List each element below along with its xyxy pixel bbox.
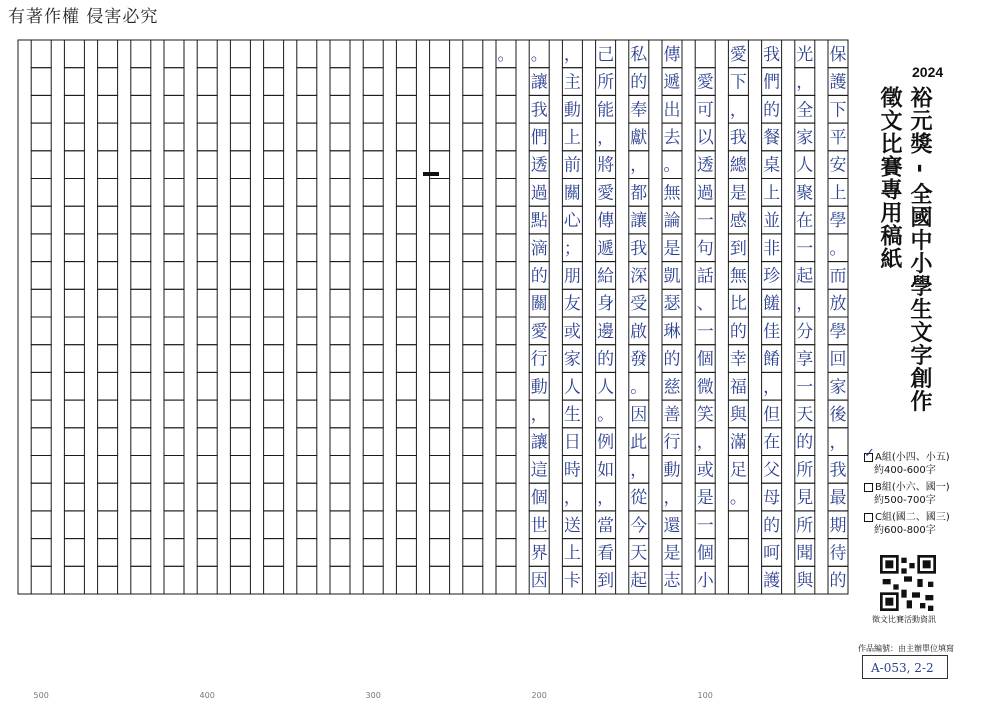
handwritten-char: ，	[597, 488, 615, 509]
handwritten-char: 珍	[763, 266, 781, 287]
handwritten-char: 安	[829, 155, 847, 176]
handwritten-char: 一	[696, 515, 714, 536]
handwritten-char: 們	[763, 72, 781, 93]
ruler-label: 400	[199, 691, 215, 700]
handwritten-char: 志	[663, 571, 681, 592]
handwritten-char: 天	[796, 404, 814, 425]
handwritten-char: 天	[630, 543, 648, 564]
handwritten-char: 瑟	[663, 294, 681, 315]
qr-caption: 徵文比賽活動資訊	[872, 615, 936, 624]
handwritten-char: 今	[630, 515, 648, 536]
handwritten-char: 動	[563, 100, 581, 121]
handwritten-char: 的	[829, 571, 847, 592]
handwritten-char: 受	[630, 294, 648, 315]
handwritten-char: 個	[530, 488, 548, 509]
handwritten-char: 話	[696, 266, 714, 287]
handwritten-char: 足	[729, 460, 747, 481]
handwritten-char: 己	[597, 44, 615, 65]
handwritten-char: 我	[729, 127, 747, 148]
handwritten-char: 透	[530, 155, 548, 176]
handwritten-char: 身	[597, 294, 615, 315]
handwritten-char: ，	[796, 72, 814, 93]
handwritten-char: 所	[597, 72, 615, 93]
group-a-range: 約400-600字	[874, 465, 936, 476]
fold-mark	[423, 172, 439, 176]
handwritten-char: 微	[696, 377, 714, 398]
handwritten-char: 例	[597, 432, 615, 453]
handwritten-char: 過	[696, 183, 714, 204]
handwritten-char: 到	[597, 571, 615, 592]
handwritten-char: 傳	[597, 211, 615, 231]
handwritten-char: 。	[729, 488, 747, 509]
serial-label: 作品編號：由主辦單位填寫	[858, 644, 954, 653]
handwritten-char: 笑	[696, 404, 714, 425]
handwritten-char: 人	[563, 377, 581, 398]
handwritten-char: 無	[729, 266, 747, 287]
handwritten-char: ，	[763, 377, 781, 398]
handwritten-char: 奉	[630, 100, 648, 121]
handwritten-char: 的	[630, 72, 648, 93]
contest-title: 裕元獎 - 全國中小學生文字創作	[907, 86, 932, 413]
handwritten-char: 看	[597, 543, 615, 564]
handwritten-char: ，	[630, 155, 648, 176]
handwritten-char: 愛	[729, 44, 747, 65]
handwritten-char: 回	[829, 349, 847, 370]
handwritten-char: 所	[796, 515, 814, 536]
handwritten-char: 非	[763, 238, 781, 259]
handwritten-char: 並	[763, 211, 781, 231]
handwritten-char: 還	[663, 515, 681, 536]
handwritten-char: 平	[829, 127, 847, 148]
handwritten-char: 世	[530, 515, 548, 536]
handwritten-char: 讓	[630, 211, 648, 231]
handwritten-char: 論	[663, 211, 681, 231]
handwritten-char: 這	[530, 460, 548, 481]
handwritten-char: 遞	[597, 238, 615, 259]
group-b-label: B組(小六、國一)	[875, 482, 950, 493]
qr-code-icon[interactable]	[880, 555, 936, 611]
handwritten-char: ，	[597, 127, 615, 148]
handwritten-char: 慈	[663, 377, 681, 398]
handwritten-char: 都	[630, 183, 648, 204]
contest-year: 2024	[912, 64, 944, 80]
handwritten-char: 餚	[763, 349, 781, 370]
handwritten-char: 出	[663, 100, 681, 121]
handwritten-char: 與	[796, 571, 814, 592]
handwritten-char: 的	[729, 321, 747, 342]
handwritten-char: 但	[763, 404, 781, 425]
handwritten-char: ，	[563, 488, 581, 509]
handwritten-char: 動	[663, 460, 681, 481]
handwritten-char: 以	[696, 127, 714, 148]
handwritten-char: 在	[796, 211, 814, 231]
handwritten-char: 上	[829, 183, 847, 204]
handwritten-char: 心	[563, 211, 581, 231]
handwritten-char: 的	[763, 515, 781, 536]
handwritten-char: 善	[663, 404, 681, 425]
handwritten-char: 一	[696, 211, 714, 231]
ruler-label: 100	[697, 691, 713, 700]
group-c-range: 約600-800字	[874, 525, 936, 536]
handwritten-char: 所	[796, 460, 814, 481]
group-c-checkbox[interactable]	[864, 513, 873, 522]
group-checkboxes	[864, 451, 950, 541]
handwritten-char: 是	[696, 488, 714, 509]
handwritten-char: 動	[530, 377, 548, 398]
handwritten-char: 無	[663, 183, 681, 204]
handwritten-char: 餐	[763, 127, 781, 148]
handwritten-char: 上	[563, 543, 581, 564]
handwritten-char: 獻	[630, 127, 648, 148]
handwritten-char: 發	[630, 349, 648, 370]
handwritten-char: 。	[829, 238, 847, 259]
handwritten-char: 們	[530, 127, 548, 148]
handwritten-char: 起	[796, 266, 814, 287]
handwritten-char: 我	[530, 100, 548, 121]
handwritten-char: 母	[763, 488, 781, 509]
handwritten-char: 當	[597, 515, 615, 536]
handwritten-char: 琳	[663, 321, 681, 342]
handwritten-char: 的	[597, 349, 615, 370]
handwritten-char: 去	[663, 127, 681, 148]
handwritten-char: 佳	[763, 321, 781, 342]
handwritten-char: 啟	[630, 321, 648, 342]
handwritten-char: 而	[829, 266, 847, 287]
handwritten-char: 一	[796, 377, 814, 398]
handwritten-char: 學	[829, 321, 847, 342]
handwritten-char: 到	[729, 238, 747, 259]
handwritten-char: 家	[829, 377, 847, 398]
handwritten-char: 愛	[597, 183, 615, 204]
handwritten-char: 是	[729, 183, 747, 204]
handwritten-char: 在	[763, 432, 781, 453]
handwritten-char: 句	[696, 238, 714, 259]
handwritten-char: 見	[796, 488, 814, 509]
handwritten-char: 。	[497, 44, 515, 65]
handwritten-char: 邊	[597, 321, 615, 342]
handwritten-char: 的	[796, 432, 814, 453]
handwritten-char: 桌	[763, 155, 781, 176]
handwritten-char: 最	[829, 488, 847, 509]
handwritten-char: 感	[729, 211, 747, 231]
handwritten-char: 聞	[796, 543, 814, 564]
handwritten-char: 家	[796, 127, 814, 148]
handwritten-char: ，	[630, 460, 648, 481]
handwritten-char: 。	[530, 44, 548, 65]
handwritten-char: 生	[563, 404, 581, 425]
handwritten-char: 期	[829, 515, 847, 536]
handwritten-char: 護	[829, 72, 847, 93]
handwritten-char: 我	[630, 238, 648, 259]
handwritten-char: 因	[530, 571, 548, 592]
handwritten-char: ；	[563, 238, 581, 259]
handwritten-char: 下	[829, 100, 847, 121]
handwritten-char: 凱	[663, 266, 681, 287]
handwritten-char: 人	[597, 377, 615, 398]
handwritten-char: 的	[763, 100, 781, 121]
handwritten-char: 行	[530, 349, 548, 370]
handwritten-char: 呵	[763, 543, 781, 564]
handwritten-char: 保	[829, 44, 847, 65]
handwritten-char: 深	[630, 266, 648, 287]
group-b[interactable]	[864, 481, 950, 507]
handwritten-char: 上	[563, 127, 581, 148]
handwritten-char: 主	[563, 72, 581, 93]
group-a[interactable]	[864, 451, 950, 477]
handwritten-char: 讓	[530, 432, 548, 453]
handwritten-char: 前	[563, 155, 581, 176]
handwritten-char: 家	[563, 349, 581, 370]
handwritten-char: ，	[563, 44, 581, 65]
handwritten-char: ，	[696, 432, 714, 453]
handwritten-char: 放	[829, 294, 847, 315]
character-count-ruler	[34, 691, 713, 700]
handwritten-char: 一	[696, 321, 714, 342]
handwritten-char: 。	[663, 155, 681, 176]
handwritten-char: 點	[530, 211, 548, 231]
handwritten-char: 滿	[729, 432, 747, 453]
paper-title: 徵文比賽專用稿紙	[877, 86, 902, 270]
handwritten-char: 關	[563, 183, 581, 204]
group-a-checkbox[interactable]	[864, 453, 873, 462]
handwritten-char: 比	[729, 294, 747, 315]
handwritten-char: ，	[530, 404, 548, 425]
handwritten-char: 小	[696, 571, 714, 592]
ruler-label: 500	[33, 691, 49, 700]
group-b-checkbox[interactable]	[864, 483, 873, 492]
handwritten-char: 是	[663, 238, 681, 259]
group-b-range: 約500-700字	[874, 495, 936, 506]
handwritten-char: 饈	[763, 294, 781, 315]
handwritten-char: 聚	[796, 183, 814, 204]
handwritten-char: 起	[630, 571, 648, 592]
handwritten-char: 或	[563, 321, 581, 342]
handwritten-char: 待	[829, 543, 847, 564]
group-a-label: A組(小四、小五)	[875, 452, 950, 463]
handwritten-char: 福	[729, 377, 747, 398]
handwritten-char: 是	[663, 543, 681, 564]
ruler-label: 200	[531, 691, 547, 700]
handwritten-char: 我	[763, 44, 781, 65]
handwritten-char: 滴	[530, 238, 548, 259]
group-c-label: C組(國二、國三)	[875, 512, 950, 523]
handwritten-char: 愛	[696, 72, 714, 93]
handwritten-char: 卡	[563, 571, 581, 592]
handwritten-char: 一	[796, 238, 814, 259]
handwritten-char: ，	[829, 432, 847, 453]
handwritten-char: 可	[696, 100, 714, 121]
handwritten-char: ，	[663, 488, 681, 509]
handwritten-char: 時	[563, 460, 581, 481]
handwritten-char: 。	[630, 377, 648, 398]
handwritten-char: 或	[696, 460, 714, 481]
handwritten-char: 此	[630, 432, 648, 453]
handwritten-char: 過	[530, 183, 548, 204]
handwritten-char: 遞	[663, 72, 681, 93]
handwritten-char: 與	[729, 404, 747, 425]
handwritten-char: 上	[763, 183, 781, 204]
handwritten-char: 分	[796, 321, 814, 342]
handwritten-char: 行	[663, 432, 681, 453]
handwritten-char: 傳	[663, 44, 681, 65]
handwritten-char: 的	[530, 266, 548, 287]
handwritten-char: 界	[530, 543, 548, 564]
handwritten-char: 日	[563, 432, 581, 453]
group-c[interactable]	[864, 511, 950, 537]
handwritten-char: 全	[796, 100, 814, 121]
handwritten-char: 因	[630, 404, 648, 425]
handwritten-char: 關	[530, 294, 548, 315]
handwritten-char: 友	[563, 294, 581, 315]
handwritten-char: 總	[729, 155, 747, 176]
handwritten-char: 後	[829, 404, 847, 425]
handwritten-char: 我	[829, 460, 847, 481]
handwritten-char: 、	[696, 294, 714, 315]
handwritten-char: 送	[563, 515, 581, 536]
handwritten-char: 給	[597, 266, 615, 287]
handwritten-char: 從	[630, 488, 648, 509]
handwritten-char: 個	[696, 543, 714, 564]
handwritten-char: 的	[663, 349, 681, 370]
handwritten-char: 下	[729, 72, 747, 93]
handwritten-char: 。	[597, 404, 615, 425]
handwritten-char: 幸	[729, 349, 747, 370]
handwritten-char: 個	[696, 349, 714, 370]
handwritten-char: 人	[796, 155, 814, 176]
handwritten-char: ，	[729, 100, 747, 121]
ruler-label: 300	[365, 691, 381, 700]
handwritten-char: 學	[829, 211, 847, 231]
handwritten-char: 將	[597, 155, 615, 176]
handwritten-char: 讓	[530, 72, 548, 93]
handwritten-char: 護	[763, 571, 781, 592]
handwritten-char: 如	[597, 460, 615, 481]
handwritten-char: 朋	[563, 266, 581, 287]
handwritten-char: ，	[796, 294, 814, 315]
handwritten-char: 愛	[530, 321, 548, 342]
serial-number: A-053, 2-2	[862, 655, 948, 679]
handwritten-char: 私	[630, 44, 648, 65]
handwritten-char: 透	[696, 155, 714, 176]
handwritten-char: 光	[796, 44, 814, 65]
handwritten-char: 父	[763, 460, 781, 481]
handwritten-char: 能	[597, 100, 615, 121]
handwritten-char: 享	[796, 349, 814, 370]
copyright-notice: 有著作權 侵害必究	[8, 7, 159, 27]
